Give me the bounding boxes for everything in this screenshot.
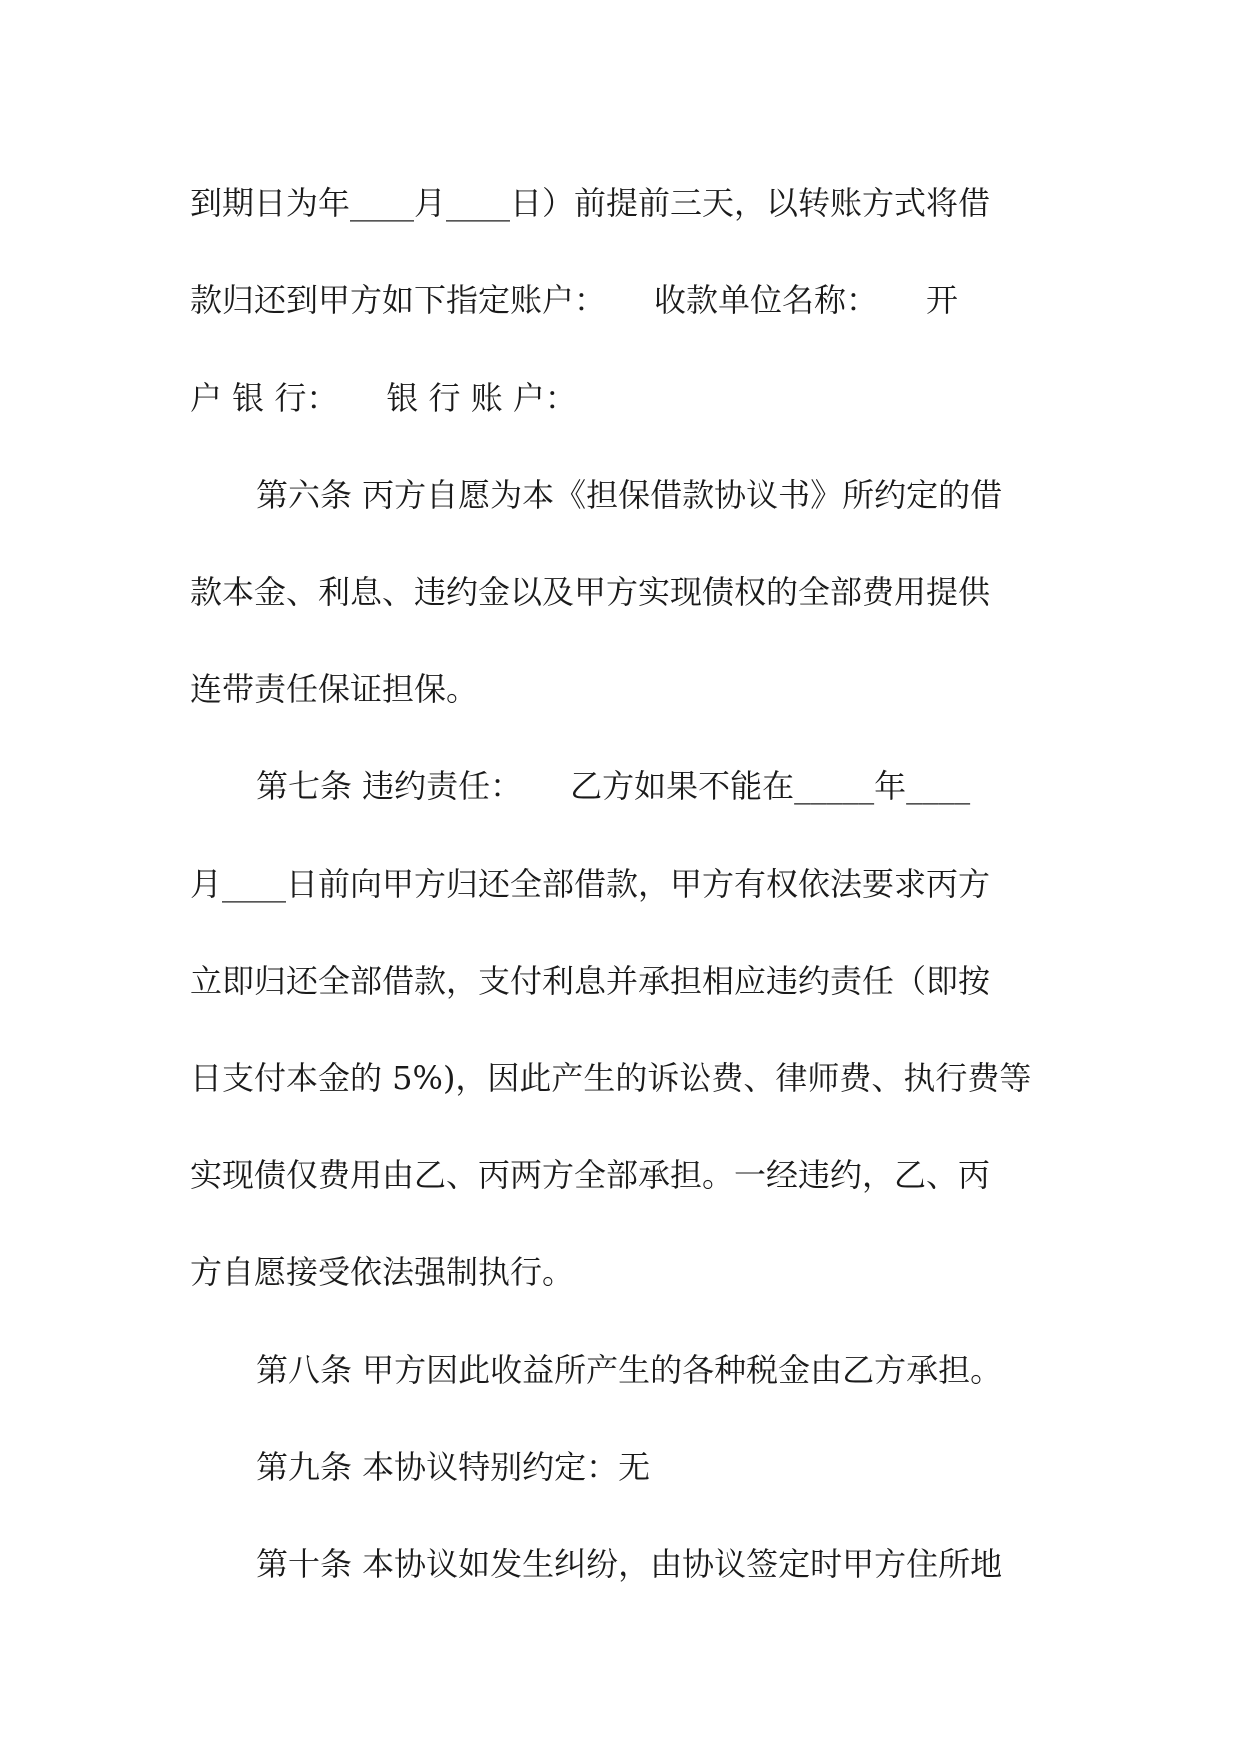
paragraph-line: 户 银 行： 银 行 账 户： <box>190 379 577 417</box>
article-6-heading-line: 第六条 丙方自愿为本《担保借款协议书》所约定的借 <box>256 476 1003 514</box>
paragraph-line: 日支付本金的 5%)，因此产生的诉讼费、律师费、执行费等 <box>190 1059 1032 1097</box>
paragraph-line: 实现债仅费用由乙、丙两方全部承担。一经违约，乙、丙 <box>190 1156 991 1194</box>
paragraph-line: 立即归还全部借款，支付利息并承担相应违约责任（即按 <box>190 962 991 1000</box>
paragraph-line: 款归还到甲方如下指定账户： 收款单位名称： 开 <box>190 281 959 319</box>
paragraph-line: 到期日为年____月____日）前提前三天，以转账方式将借 <box>190 184 991 222</box>
article-7-heading-line: 第七条 违约责任： 乙方如果不能在_____年____ <box>256 767 971 805</box>
paragraph-line: 款本金、利息、违约金以及甲方实现债权的全部费用提供 <box>190 573 991 611</box>
article-8-line: 第八条 甲方因此收益所产生的各种税金由乙方承担。 <box>256 1351 1003 1389</box>
paragraph-line: 连带责任保证担保。 <box>190 670 479 708</box>
article-9-line: 第九条 本协议特别约定：无 <box>256 1448 651 1486</box>
paragraph-line: 方自愿接受依法强制执行。 <box>190 1253 575 1291</box>
article-10-line: 第十条 本协议如发生纠纷，由协议签定时甲方住所地 <box>256 1545 1003 1583</box>
paragraph-line: 月____日前向甲方归还全部借款，甲方有权依法要求丙方 <box>190 865 991 903</box>
